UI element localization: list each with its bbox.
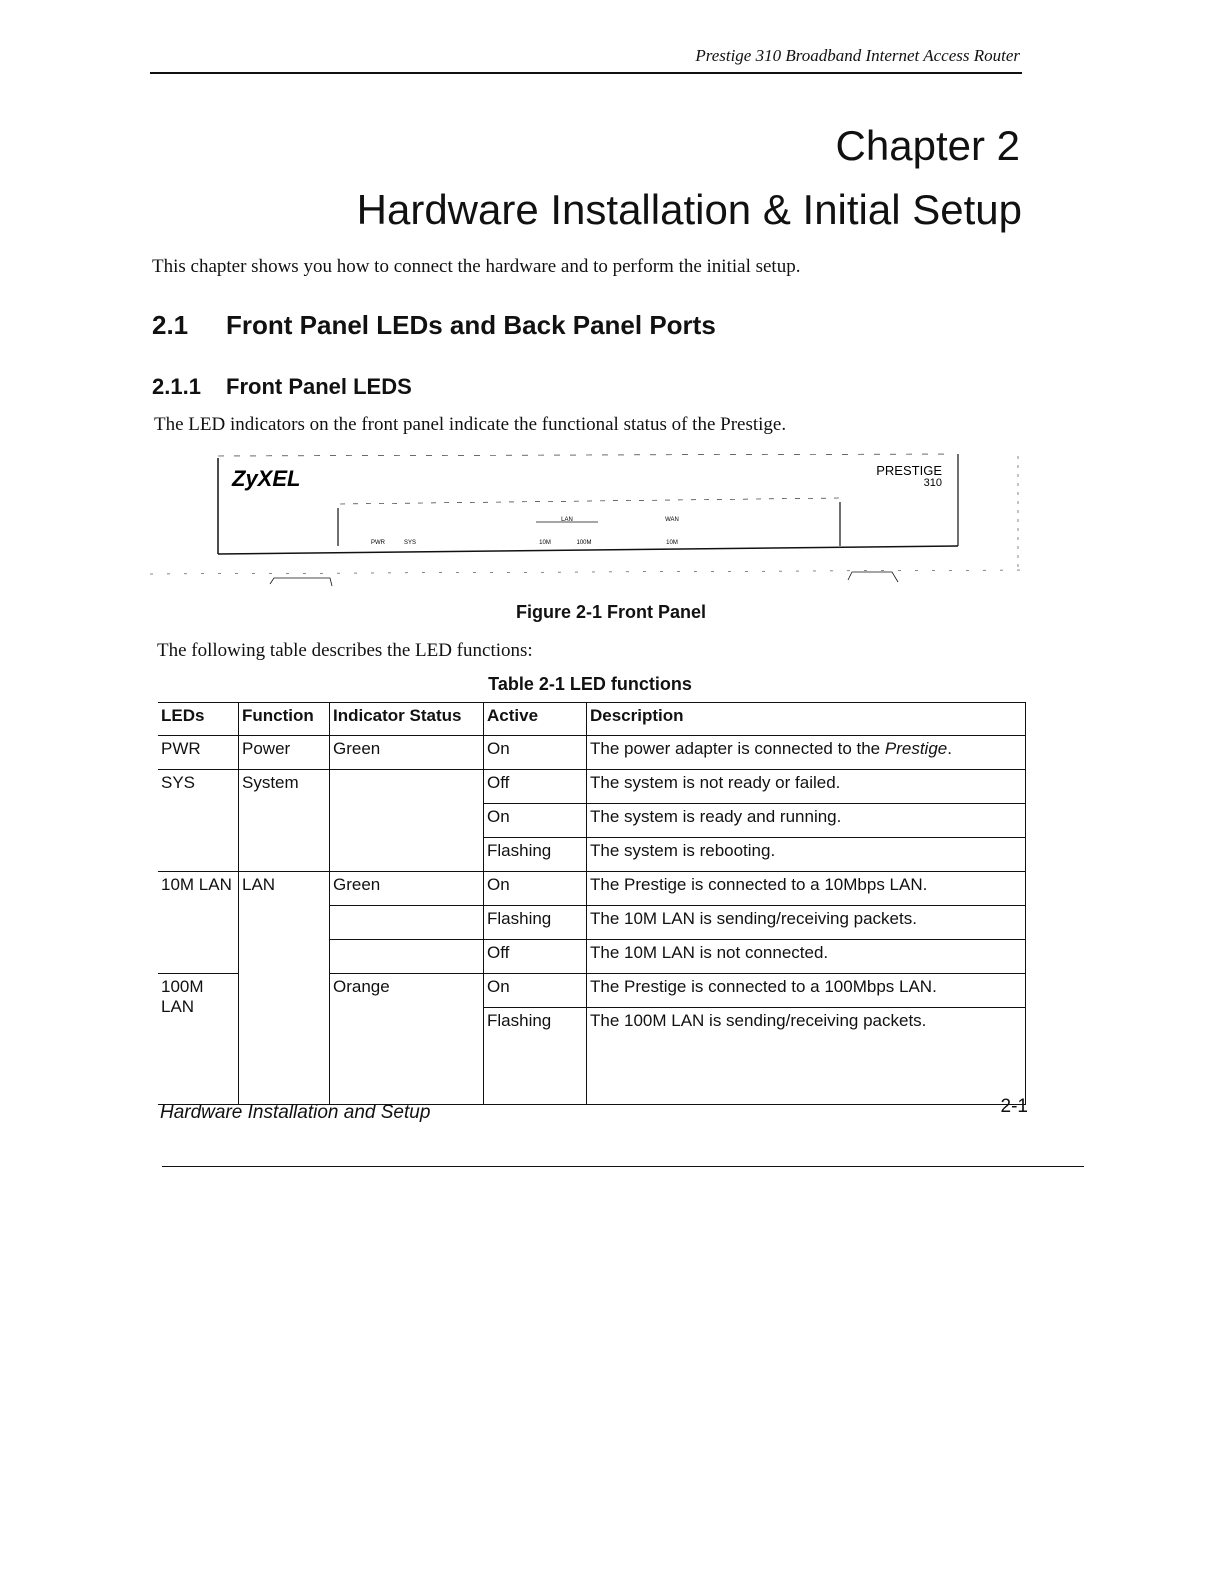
figure-caption: Figure 2-1 Front Panel [515,602,707,622]
front-panel-figure [150,446,1040,606]
cell-indicator [330,940,484,974]
led-label-10m-lan: 10M [539,540,551,546]
table-row [158,770,1026,804]
cell-function: System [239,770,330,872]
cell-description: The system is not ready or failed. [587,770,1026,804]
product-name: Prestige [884,739,948,758]
led-functions-table [158,702,1026,1105]
cell-description: The power adapter is connected to the Prestige. [587,736,1026,770]
section-title: Front Panel LEDs and Back Panel Ports [226,310,716,340]
cell-description: The 10M LAN is sending/receiving packets. [587,906,1026,940]
header-rule [150,72,1022,74]
wan-group-label: WAN [665,517,679,523]
cell-led: PWR [158,736,239,770]
led-intro-text: The LED indicators on the front panel indicate the functional status of the Prestige. [154,414,787,435]
led-label-100m-lan: 100M [576,540,592,546]
header-function: Function [239,703,330,736]
cell-active: On [484,974,587,1008]
header-indicator-status: Indicator Status [330,703,484,736]
brand-logo: ZyXEL [232,466,301,491]
cell-function: Power [239,736,330,770]
table-caption: Table 2-1 LED functions [488,674,692,694]
cell-description: The 100M LAN is sending/receiving packets. [587,1008,1026,1105]
cell-led: 100M LAN [158,974,239,1105]
led-label-sys: SYS [403,540,417,546]
cell-active: On [484,804,587,838]
cell-active: Flashing [484,838,587,872]
cell-indicator: Green [330,736,484,770]
cell-description: The system is rebooting. [587,838,1026,872]
header-description: Description [587,703,1026,736]
footer-rule [162,1166,1084,1167]
section-number: 2.1 [152,310,189,340]
model-number: 310 [923,477,942,489]
header-leds: LEDs [158,703,239,736]
cell-indicator: Orange [330,974,484,1105]
header-active: Active [484,703,587,736]
lan-group-label: LAN [561,517,573,523]
led-label-10m-wan: 10M [666,540,678,546]
cell-active: Off [484,940,587,974]
chapter-title: Hardware Installation & Initial Setup [356,186,1022,233]
footer-section-title: Hardware Installation and Setup [160,1102,431,1123]
cell-active: On [484,736,587,770]
cell-active: Off [484,770,587,804]
footer-page-number: 2-1 [1000,1096,1028,1117]
cell-active: Flashing [484,906,587,940]
led-label-pwr: PWR [371,540,385,546]
cell-description: The 10M LAN is not connected. [587,940,1026,974]
table-intro: The following table describes the LED functions: [157,640,533,661]
cell-indicator: Green [330,872,484,906]
cell-led: 10M LAN [158,872,239,974]
cell-description: The Prestige is connected to a 10Mbps LAN. [587,872,1026,906]
model-name: PRESTIGE [876,463,942,478]
cell-indicator [330,906,484,940]
running-header: Prestige 310 Broadband Internet Access Router [695,46,1020,65]
cell-indicator [330,770,484,872]
table-row [158,736,1026,770]
cell-function: LAN [239,872,330,1105]
cell-active: Flashing [484,1008,587,1105]
chapter-number: Chapter 2 [835,122,1020,169]
cell-led: SYS [158,770,239,872]
chapter-intro: This chapter shows you how to connect the hardware and to perform the initial setup. [152,256,801,277]
table-header-row [158,703,1026,736]
cell-active: On [484,872,587,906]
table-row [158,872,1026,906]
cell-description: The Prestige is connected to a 100Mbps LAN. [587,974,1026,1008]
cell-description: The system is ready and running. [587,804,1026,838]
subsection-number: 2.1.1 [152,374,201,399]
subsection-title: Front Panel LEDS [226,374,412,399]
